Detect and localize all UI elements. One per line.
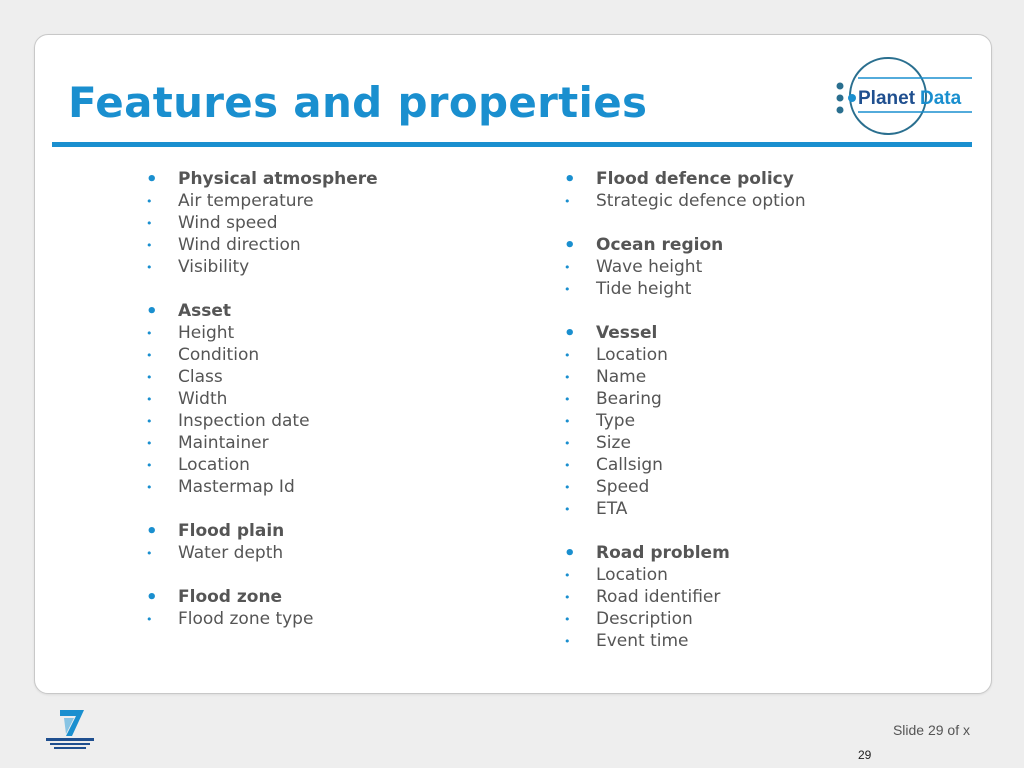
bullet-icon: •: [146, 300, 158, 322]
bullet-icon: •: [146, 546, 153, 560]
feature-heading-text: Asset: [178, 301, 232, 321]
bullet-icon: •: [146, 392, 153, 406]
bullet-icon: •: [146, 480, 153, 494]
fp7-logo: [44, 706, 96, 752]
feature-heading: [146, 586, 526, 608]
bullet-icon: •: [146, 436, 153, 450]
property-text: Wind speed: [178, 213, 278, 233]
bullet-icon: •: [564, 502, 571, 516]
property-item: [146, 432, 526, 454]
feature-heading: [146, 520, 526, 542]
feature-group: [146, 586, 526, 630]
property-item: [564, 366, 944, 388]
bullet-icon: •: [146, 520, 158, 542]
bullet-icon: •: [564, 260, 571, 274]
property-item: [146, 190, 526, 212]
bullet-icon: •: [146, 260, 153, 274]
property-item: [564, 344, 944, 366]
feature-heading-text: Flood defence policy: [596, 169, 794, 189]
property-text: Type: [596, 411, 636, 431]
title-divider: [52, 142, 972, 147]
property-text: Flood zone type: [178, 609, 314, 629]
property-text: Strategic defence option: [596, 191, 806, 211]
feature-heading-text: Physical atmosphere: [178, 169, 378, 189]
feature-heading-text: Flood plain: [178, 521, 285, 541]
feature-heading: [564, 322, 944, 344]
property-text: Inspection date: [178, 411, 310, 431]
bullet-icon: •: [564, 322, 576, 344]
slide-counter: Slide 29 of x: [892, 722, 970, 738]
property-item: [564, 410, 944, 432]
property-item: [146, 388, 526, 410]
bullet-icon: •: [564, 370, 571, 384]
feature-heading-text: Vessel: [596, 323, 658, 343]
property-text: Visibility: [178, 257, 250, 277]
bullet-icon: •: [564, 414, 571, 428]
bullet-icon: •: [146, 458, 153, 472]
property-text: Bearing: [596, 389, 662, 409]
bullet-icon: •: [146, 168, 158, 190]
property-text: Description: [596, 609, 693, 629]
property-item: [564, 256, 944, 278]
property-text: Name: [596, 367, 647, 387]
bullet-icon: •: [564, 194, 571, 208]
bullet-icon: •: [146, 348, 153, 362]
bullet-icon: •: [146, 370, 153, 384]
property-item: [564, 388, 944, 410]
property-text: Mastermap Id: [178, 477, 295, 497]
property-text: Callsign: [596, 455, 663, 475]
property-text: Tide height: [596, 279, 692, 299]
property-text: Event time: [596, 631, 689, 651]
property-item: [146, 234, 526, 256]
bullet-icon: •: [564, 348, 571, 362]
svg-text:Data: Data: [920, 88, 962, 109]
bullet-icon: •: [146, 414, 153, 428]
feature-group: [564, 168, 944, 212]
property-item: [564, 586, 944, 608]
bullet-icon: •: [146, 586, 158, 608]
property-item: [564, 564, 944, 586]
property-item: [146, 454, 526, 476]
property-item: [146, 322, 526, 344]
property-text: Location: [596, 565, 668, 585]
bullet-icon: •: [146, 326, 153, 340]
property-text: Height: [178, 323, 235, 343]
bullet-icon: •: [564, 612, 571, 626]
feature-heading: [146, 300, 526, 322]
bullet-icon: •: [564, 168, 576, 190]
feature-heading: [564, 168, 944, 190]
bullet-icon: •: [564, 234, 576, 256]
property-text: Condition: [178, 345, 260, 365]
property-text: Wave height: [596, 257, 703, 277]
property-item: [564, 498, 944, 520]
property-item: [146, 542, 526, 564]
feature-group: [564, 234, 944, 300]
svg-text:Planet: Planet: [858, 88, 916, 109]
property-text: Road identifier: [596, 587, 721, 607]
property-text: Class: [178, 367, 223, 387]
feature-heading: [564, 542, 944, 564]
property-text: Maintainer: [178, 433, 269, 453]
bullet-icon: •: [564, 542, 576, 564]
property-text: Width: [178, 389, 228, 409]
property-text: Location: [596, 345, 668, 365]
feature-heading-text: Flood zone: [178, 587, 283, 607]
feature-group: [146, 520, 526, 564]
feature-group: [564, 542, 944, 652]
slide-title: Features and properties: [68, 78, 648, 127]
bullet-icon: •: [564, 392, 571, 406]
bullet-icon: •: [564, 436, 571, 450]
bullet-icon: •: [564, 282, 571, 296]
bullet-icon: •: [564, 458, 571, 472]
property-text: Speed: [596, 477, 650, 497]
feature-group: [564, 322, 944, 520]
bullet-icon: •: [146, 238, 153, 252]
property-item: [146, 410, 526, 432]
property-item: [146, 212, 526, 234]
property-item: [146, 608, 526, 630]
bullet-icon: •: [564, 568, 571, 582]
property-item: [564, 278, 944, 300]
property-item: [146, 344, 526, 366]
bullet-icon: •: [146, 194, 153, 208]
feature-heading: [146, 168, 526, 190]
property-item: [564, 432, 944, 454]
property-item: [564, 476, 944, 498]
bullet-icon: •: [564, 634, 571, 648]
property-item: [564, 190, 944, 212]
right-feature-column: [564, 168, 944, 674]
bullet-icon: •: [564, 480, 571, 494]
property-text: Size: [596, 433, 631, 453]
property-text: Location: [178, 455, 250, 475]
property-text: ETA: [596, 499, 628, 519]
feature-heading-text: Ocean region: [596, 235, 724, 255]
property-item: [146, 366, 526, 388]
property-text: Water depth: [178, 543, 284, 563]
feature-heading-text: Road problem: [596, 543, 730, 563]
property-text: Air temperature: [178, 191, 314, 211]
feature-group: [146, 300, 526, 498]
bullet-icon: •: [146, 612, 153, 626]
feature-group: [146, 168, 526, 278]
feature-heading: [564, 234, 944, 256]
planet-data-logo: [830, 54, 976, 140]
property-item: [564, 630, 944, 652]
left-feature-column: [146, 168, 526, 652]
property-text: Wind direction: [178, 235, 301, 255]
bullet-icon: •: [146, 216, 153, 230]
bullet-icon: •: [564, 590, 571, 604]
page-number: 29: [858, 748, 872, 762]
property-item: [146, 476, 526, 498]
property-item: [564, 608, 944, 630]
property-item: [146, 256, 526, 278]
property-item: [564, 454, 944, 476]
